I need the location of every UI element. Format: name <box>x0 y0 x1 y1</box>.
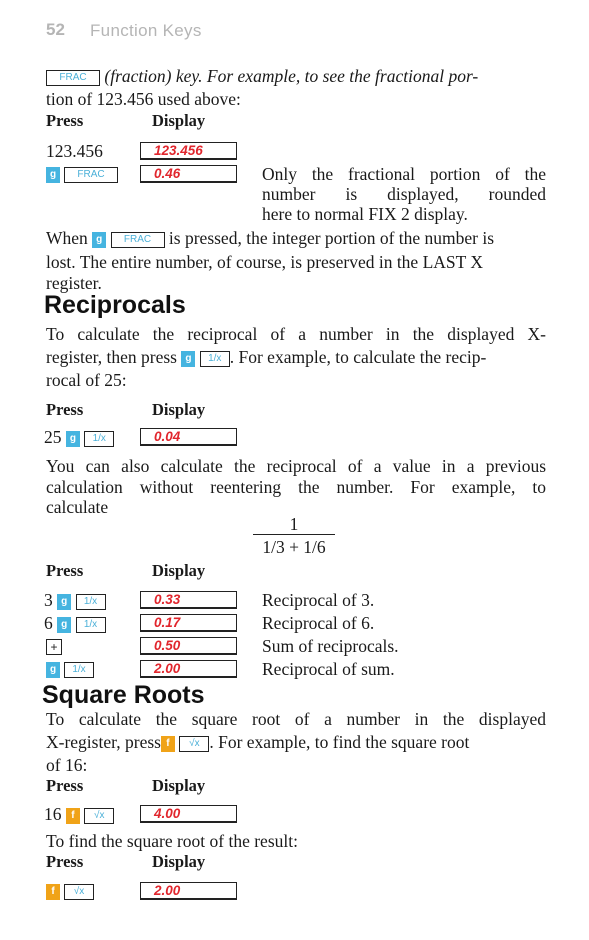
display-header: Display <box>152 561 206 580</box>
fraction-denominator: 1/3 + 1/6 <box>253 534 335 557</box>
reciprocals-para2-line3: calculate <box>46 497 109 517</box>
row-note: Sum of reciprocals. <box>262 636 399 656</box>
square-roots-heading: Square Roots <box>42 681 205 709</box>
frac-after-line1 <box>46 228 546 248</box>
reciprocals-line2-text: register, then press <box>46 347 177 367</box>
reciprocal-key: 1/x <box>76 594 106 610</box>
reciprocals-para2-line2: calculation without reentering the number. For example, to <box>46 477 546 497</box>
square-roots-line3: of 16: <box>46 755 88 775</box>
square-roots-line2-rest: . For example, to find the square root <box>209 732 470 752</box>
display-readout: 2.00 <box>140 882 237 900</box>
press-keys <box>46 166 118 184</box>
fraction <box>253 514 335 557</box>
press-header: Press <box>46 776 84 795</box>
press-value: 25 <box>44 427 62 447</box>
reciprocals-line1: To calculate the reciprocal of a number in the displayed X- <box>46 324 546 344</box>
display-readout: 123.456 <box>140 142 237 160</box>
reciprocals-heading: Reciprocals <box>44 291 186 319</box>
row-note: Reciprocal of sum. <box>262 659 395 679</box>
frac-intro-line1 <box>46 66 478 86</box>
frac-note-line3: here to normal FIX 2 display. <box>262 204 468 224</box>
frac-intro-line2: tion of 123.456 used above: <box>46 89 241 109</box>
press-keys <box>44 804 114 824</box>
display-readout: 0.50 <box>140 637 237 655</box>
g-key: g <box>92 232 106 248</box>
fraction-numerator: 1 <box>289 514 299 534</box>
display-readout: 0.17 <box>140 614 237 632</box>
square-roots-line4: To find the square root of the result: <box>46 831 298 851</box>
sqrt-key: √x <box>84 808 114 824</box>
display-readout: 0.04 <box>140 428 237 446</box>
frac-note-line1: Only the fractional portion of the <box>262 164 546 184</box>
press-value: 16 <box>44 804 62 824</box>
press-value: 6 <box>44 613 53 633</box>
press-value: 3 <box>44 590 53 610</box>
page-header-title: Function Keys <box>90 21 202 40</box>
g-key: g <box>181 351 195 367</box>
display-header: Display <box>152 111 206 130</box>
press-header: Press <box>46 852 84 871</box>
plus-key: + <box>46 639 62 655</box>
g-key: g <box>46 662 60 678</box>
press-header: Press <box>46 111 84 130</box>
frac-after-text: is pressed, the integer portion of the number is <box>168 228 495 248</box>
reciprocals-line2 <box>46 347 546 367</box>
frac-after-line3: register. <box>46 273 102 293</box>
frac-intro-text: (fraction) key. For example, to see the fractional por- <box>100 66 479 86</box>
display-readout: 4.00 <box>140 805 237 823</box>
g-key: g <box>57 594 71 610</box>
press-value: 123.456 <box>46 141 103 161</box>
reciprocals-line2-rest: . For example, to calculate the recip- <box>229 347 487 367</box>
reciprocals-line3: rocal of 25: <box>46 370 127 390</box>
display-header: Display <box>152 776 206 795</box>
frac-key: FRAC <box>46 70 100 86</box>
frac-note-line2: number is displayed, rounded <box>262 184 546 204</box>
g-key: g <box>66 431 80 447</box>
press-keys <box>44 590 106 610</box>
g-key: g <box>46 167 60 183</box>
press-header: Press <box>46 400 84 419</box>
press-keys <box>44 613 106 633</box>
square-roots-line2 <box>46 732 546 752</box>
row-note: Reciprocal of 6. <box>262 613 375 633</box>
reciprocal-key: 1/x <box>84 431 114 447</box>
reciprocal-key: 1/x <box>200 351 230 367</box>
row-note: Reciprocal of 3. <box>262 590 375 610</box>
display-header: Display <box>152 400 206 419</box>
display-readout: 2.00 <box>140 660 237 678</box>
frac-key: FRAC <box>111 232 165 248</box>
frac-key: FRAC <box>64 167 118 183</box>
g-key: g <box>57 617 71 633</box>
f-key: f <box>161 736 175 752</box>
display-readout: 0.33 <box>140 591 237 609</box>
press-keys <box>46 883 94 901</box>
f-key: f <box>66 808 80 824</box>
reciprocal-key: 1/x <box>64 662 94 678</box>
f-key: f <box>46 884 60 900</box>
frac-after-line2: lost. The entire number, of course, is preserved in the LAST X <box>46 252 484 272</box>
press-header: Press <box>46 561 84 580</box>
sqrt-key: √x <box>179 736 209 752</box>
page-number: 52 <box>46 20 65 39</box>
reciprocals-para2-line1: You can also calculate the reciprocal of a value in a previous <box>46 456 546 476</box>
sqrt-key: √x <box>64 884 94 900</box>
press-keys <box>46 638 62 656</box>
reciprocal-key: 1/x <box>76 617 106 633</box>
display-readout: 0.46 <box>140 165 237 183</box>
square-roots-line1: To calculate the square root of a number in the displayed <box>46 709 546 729</box>
square-roots-line2-text: X-register, press <box>46 732 161 752</box>
press-keys <box>46 661 94 679</box>
press-keys <box>44 427 114 447</box>
display-header: Display <box>152 852 206 871</box>
frac-after-when: When <box>46 228 88 248</box>
